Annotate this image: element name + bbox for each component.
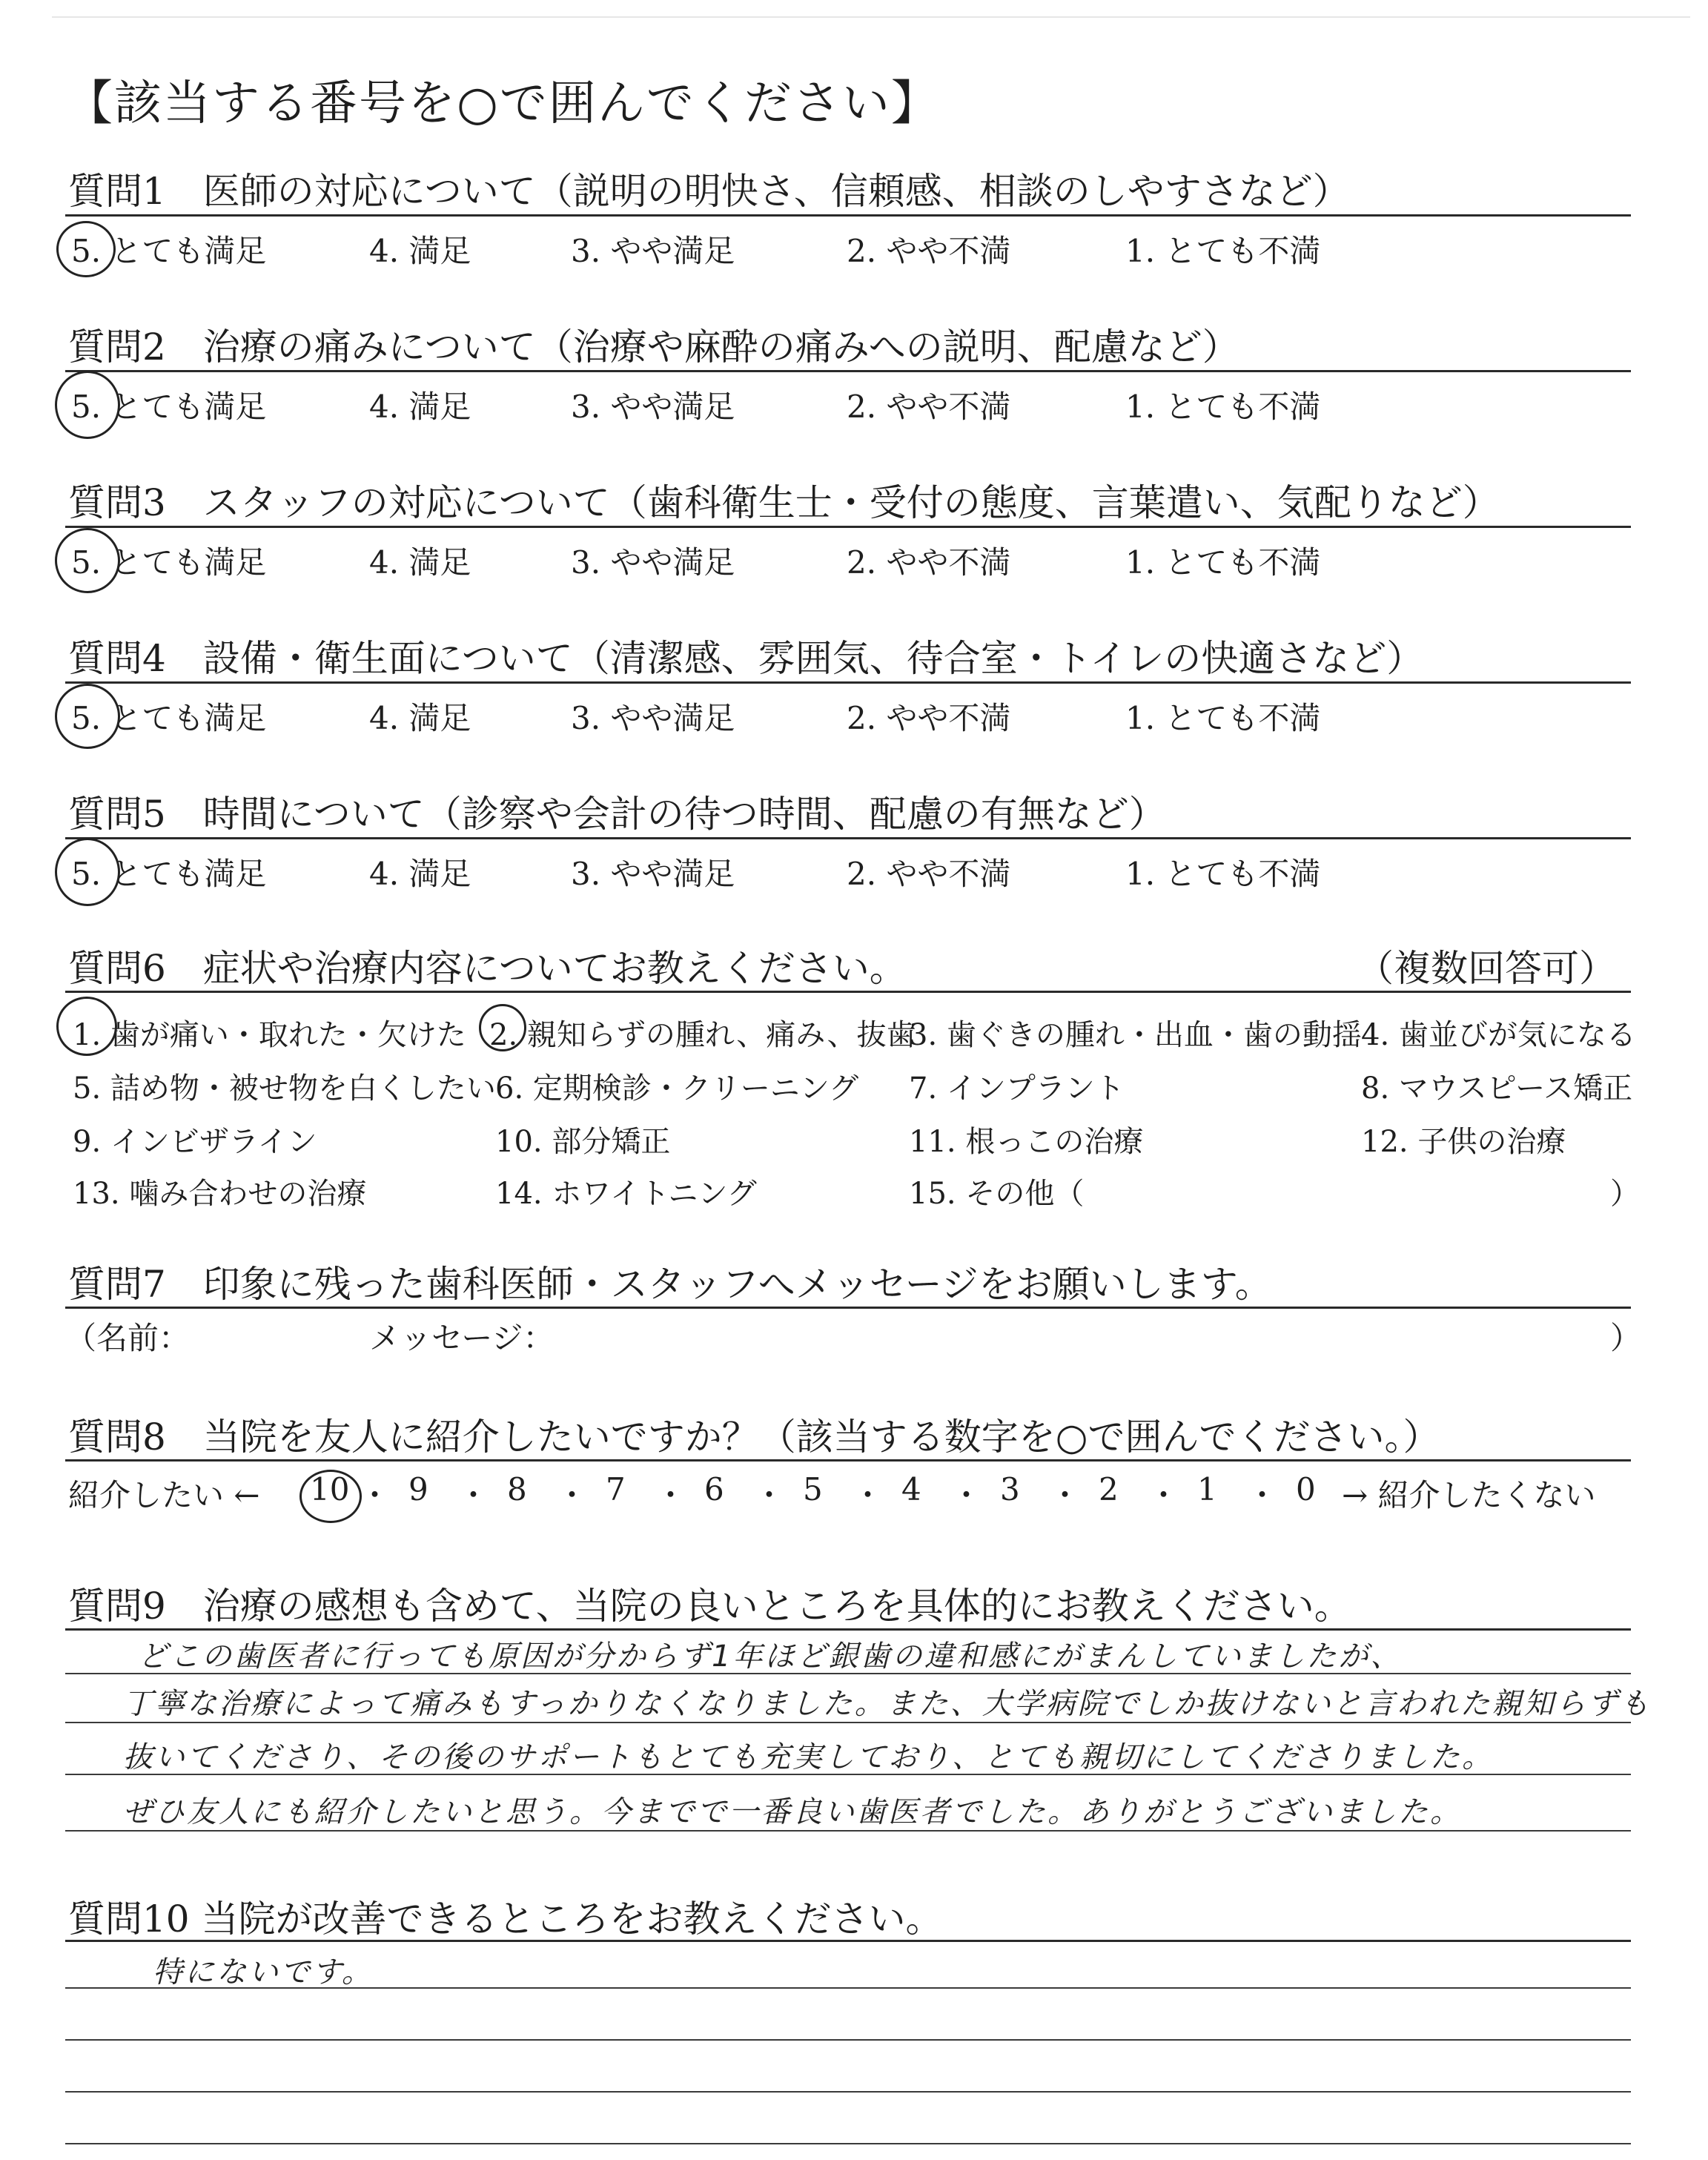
q6-option-3[interactable]: 3. 歯ぐきの腫れ・出血・歯の動揺 xyxy=(909,1018,1362,1052)
q6-note: （複数回答可） xyxy=(1357,947,1616,990)
form-header: 【該当する番号を○で囲んでください】 xyxy=(65,76,940,131)
q6-option-14[interactable]: 14. ホワイトニング xyxy=(495,1177,757,1211)
q8-scale-separator: ・ xyxy=(1246,1477,1278,1513)
q7-close-paren: ） xyxy=(1610,1320,1642,1356)
q8-scale-value-5[interactable]: 5 xyxy=(803,1471,823,1507)
q1-title: 質問1 医師の対応について（説明の明快さ、信頼感、相談のしやすさなど） xyxy=(68,170,1350,213)
q4-title: 質問4 設備・衛生面について（清潔感、雰囲気、待合室・トイレの快適さなど） xyxy=(68,637,1424,680)
q5-option-4[interactable]: 4. 満足 xyxy=(369,856,471,892)
q2-title: 質問2 治療の痛みについて（治療や麻酔の痛みへの説明、配慮など） xyxy=(68,326,1239,369)
q2-option-4[interactable]: 4. 満足 xyxy=(369,389,471,425)
top-border xyxy=(52,16,1690,18)
q2-option-5[interactable]: 5. とても満足 xyxy=(71,389,267,425)
q8-scale-value-1[interactable]: 1 xyxy=(1197,1471,1217,1507)
q4-option-4[interactable]: 4. 満足 xyxy=(369,700,471,736)
q8-scale-separator: ・ xyxy=(852,1477,884,1513)
q7-name-label: （名前： xyxy=(65,1320,191,1356)
q3-rule xyxy=(65,526,1631,528)
q1-option-2[interactable]: 2. やや不満 xyxy=(847,233,1011,269)
q6-option-13[interactable]: 13. 噛み合わせの治療 xyxy=(73,1177,367,1211)
q6-option-6[interactable]: 6. 定期検診・クリーニング xyxy=(495,1071,859,1106)
q5-option-1[interactable]: 1. とても不満 xyxy=(1125,856,1321,892)
q1-rule xyxy=(65,214,1631,217)
q6-option-9[interactable]: 9. インビザライン xyxy=(73,1125,317,1159)
q8-scale-value-0[interactable]: 0 xyxy=(1296,1471,1316,1507)
q6-option-5[interactable]: 5. 詰め物・被せ物を白くしたい xyxy=(73,1071,496,1106)
q4-selection-circle xyxy=(55,684,120,749)
q7-message-label: メッセージ： xyxy=(369,1320,555,1356)
q8-title: 質問8 当院を友人に紹介したいですか？（該当する数字を○で囲んでください。） xyxy=(68,1416,1440,1459)
q3-title: 質問3 スタッフの対応について（歯科衛生士・受付の態度、言葉遣い、気配りなど） xyxy=(68,481,1500,524)
q2-rule xyxy=(65,370,1631,372)
q10-rule-3 xyxy=(65,2091,1631,2093)
q8-scale-value-3[interactable]: 3 xyxy=(1000,1471,1020,1507)
q1-option-4[interactable]: 4. 満足 xyxy=(369,233,471,269)
q8-scale-value-7[interactable]: 7 xyxy=(606,1471,626,1507)
q8-scale-separator: ・ xyxy=(753,1477,785,1513)
q6-option-1[interactable]: 1. 歯が痛い・取れた・欠けた xyxy=(73,1018,466,1052)
q6-option-7[interactable]: 7. インプラント xyxy=(909,1071,1125,1106)
q7-title: 質問7 印象に残った歯科医師・スタッフへメッセージをお願いします。 xyxy=(68,1263,1272,1306)
q4-option-2[interactable]: 2. やや不満 xyxy=(847,700,1011,736)
q2-option-2[interactable]: 2. やや不満 xyxy=(847,389,1011,425)
q6-option-2-circle xyxy=(479,1004,526,1051)
q5-option-3[interactable]: 3. やや満足 xyxy=(571,856,735,892)
q6-rule xyxy=(65,991,1631,993)
q8-scale-value-10[interactable]: 10 xyxy=(310,1471,350,1507)
q9-title: 質問9 治療の感想も含めて、当院の良いところを具体的にお教えください。 xyxy=(68,1585,1351,1628)
q8-scale-value-8[interactable]: 8 xyxy=(507,1471,527,1507)
q8-selection-circle xyxy=(299,1470,362,1523)
q8-scale-separator: ・ xyxy=(1148,1477,1179,1513)
q3-option-4[interactable]: 4. 満足 xyxy=(369,544,471,581)
q8-scale-separator: ・ xyxy=(359,1477,391,1513)
q10-title: 質問10 当院が改善できるところをお教えください。 xyxy=(68,1898,943,1941)
q9-answer-line-2: 丁寧な治療によって痛みもすっかりなくなりました。また、大学病院でしか抜けないと言われた親知らずも xyxy=(123,1687,1652,1721)
q5-option-2[interactable]: 2. やや不満 xyxy=(847,856,1011,892)
q8-right-label: → 紹介したくない xyxy=(1342,1477,1596,1513)
q3-selection-circle xyxy=(55,528,120,593)
q8-scale-separator: ・ xyxy=(556,1477,588,1513)
q9-answer-line-1: どこの歯医者に行っても原因が分からず1年ほど銀歯の違和感にがまんしていましたが、 xyxy=(138,1639,1403,1674)
q6-option-12[interactable]: 12. 子供の治療 xyxy=(1361,1125,1566,1159)
q6-option-2[interactable]: 2. 親知らずの腫れ、痛み、抜歯 xyxy=(489,1018,916,1052)
q6-option-15[interactable]: 15. その他（ xyxy=(909,1177,1085,1211)
q7-rule xyxy=(65,1307,1631,1309)
q8-scale-value-6[interactable]: 6 xyxy=(704,1471,724,1507)
q10-rule-4 xyxy=(65,2143,1631,2144)
q1-option-3[interactable]: 3. やや満足 xyxy=(571,233,735,269)
q4-option-5[interactable]: 5. とても満足 xyxy=(71,700,267,736)
q9-answer-line-4: ぜひ友人にも紹介したいと思う。今までで一番良い歯医者でした。ありがとうございました。 xyxy=(123,1795,1462,1829)
q6-option-4[interactable]: 4. 歯並びが気になる xyxy=(1361,1018,1636,1052)
q2-selection-circle xyxy=(55,371,120,439)
q1-selection-circle xyxy=(56,221,116,277)
q6-option-8[interactable]: 8. マウスピース矯正 xyxy=(1361,1071,1633,1106)
q5-rule xyxy=(65,837,1631,839)
q6-option-10[interactable]: 10. 部分矯正 xyxy=(495,1125,671,1159)
q10-rule-2 xyxy=(65,2039,1631,2041)
q2-option-3[interactable]: 3. やや満足 xyxy=(571,389,735,425)
q8-scale-separator: ・ xyxy=(655,1477,686,1513)
q8-scale-separator: ・ xyxy=(950,1477,982,1513)
q9-answer-line-3: 抜いてくださり、その後のサポートもとても充実しており、とても親切にしてくださりました。 xyxy=(123,1740,1494,1774)
q10-rule-0 xyxy=(65,1940,1631,1942)
q3-option-1[interactable]: 1. とても不満 xyxy=(1125,544,1321,581)
q4-option-3[interactable]: 3. やや満足 xyxy=(571,700,735,736)
q3-option-5[interactable]: 5. とても満足 xyxy=(71,544,267,581)
q4-option-1[interactable]: 1. とても不満 xyxy=(1125,700,1321,736)
q6-close-paren: ） xyxy=(1610,1177,1640,1211)
q1-option-1[interactable]: 1. とても不満 xyxy=(1125,233,1321,269)
q5-selection-circle xyxy=(55,838,120,906)
q8-rule xyxy=(65,1459,1631,1462)
q5-option-5[interactable]: 5. とても満足 xyxy=(71,856,267,892)
q8-scale-value-4[interactable]: 4 xyxy=(901,1471,921,1507)
q3-option-3[interactable]: 3. やや満足 xyxy=(571,544,735,581)
q5-title: 質問5 時間について（診察や会計の待つ時間、配慮の有無など） xyxy=(68,793,1166,836)
q2-option-1[interactable]: 1. とても不満 xyxy=(1125,389,1321,425)
q3-option-2[interactable]: 2. やや不満 xyxy=(847,544,1011,581)
q8-scale-value-2[interactable]: 2 xyxy=(1099,1471,1119,1507)
q10-answer: 特にないです。 xyxy=(153,1955,374,1989)
q8-scale-separator: ・ xyxy=(457,1477,489,1513)
q8-scale-separator: ・ xyxy=(1049,1477,1081,1513)
q9-rule-0 xyxy=(65,1628,1631,1631)
q1-option-5[interactable]: 5. とても満足 xyxy=(71,233,267,269)
q6-option-1-circle xyxy=(56,997,117,1056)
q8-scale-value-9[interactable]: 9 xyxy=(408,1471,428,1507)
q6-option-11[interactable]: 11. 根っこの治療 xyxy=(909,1125,1144,1159)
q6-title: 質問6 症状や治療内容についてお教えください。 xyxy=(68,947,907,990)
q4-rule xyxy=(65,681,1631,684)
q8-left-label: 紹介したい ← xyxy=(68,1477,260,1513)
